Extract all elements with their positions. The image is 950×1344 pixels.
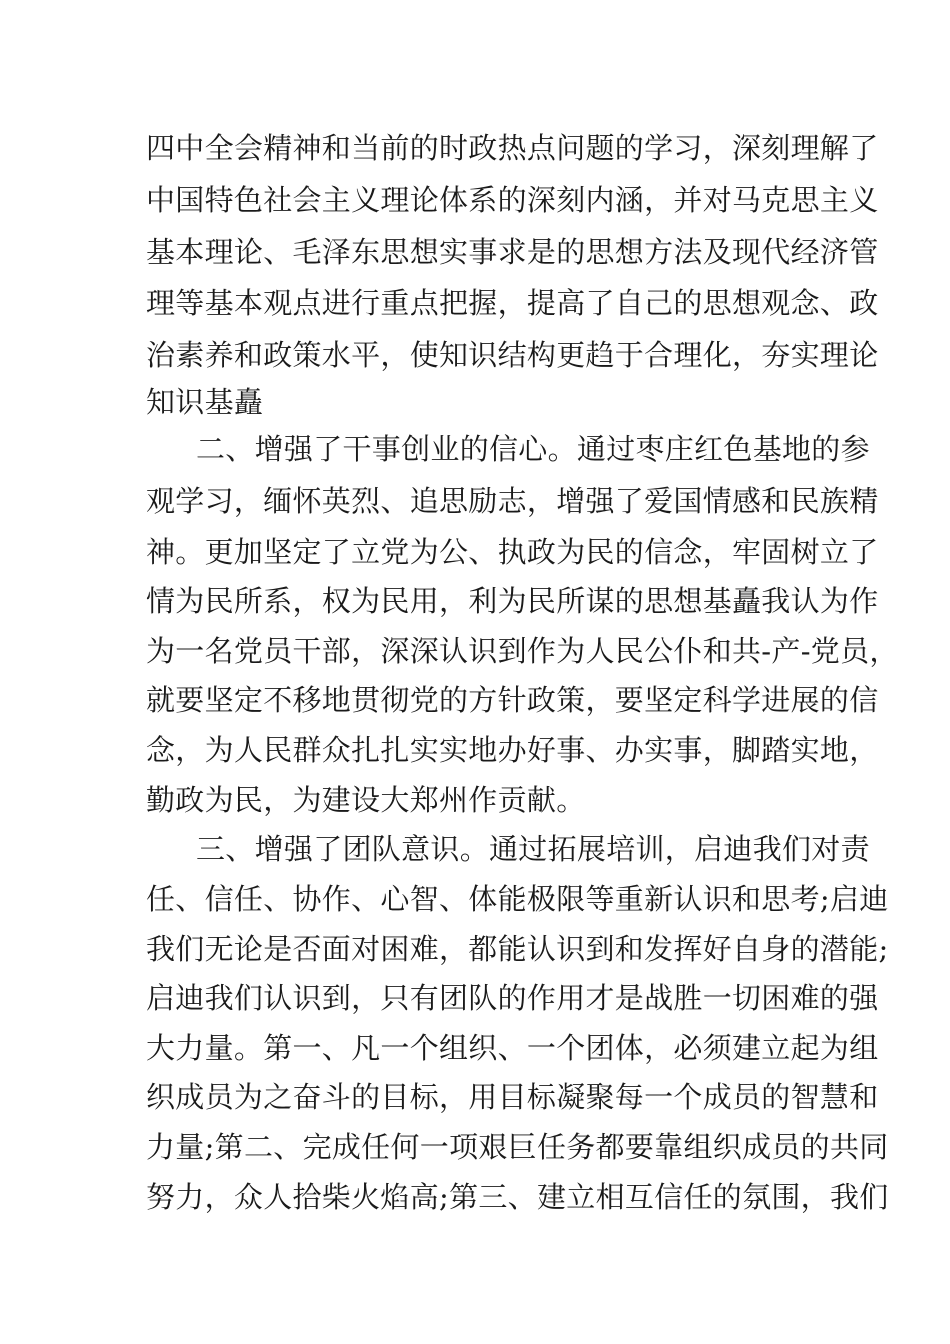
- text-line: 念，为人民群众扎扎实实地办好事、办实事，脚踏实地，: [146, 733, 879, 767]
- text-line: 观学习，缅怀英烈、追思励志，增强了爱国情感和民族精: [146, 484, 879, 518]
- text-line: 就要坚定不移地贯彻党的方针政策，要坚定科学进展的信: [146, 683, 879, 717]
- text-line: 大力量。第一、凡一个组织、一个团体，必须建立起为组: [146, 1031, 879, 1065]
- text-line: 基本理论、毛泽东思想实事求是的思想方法及现代经济管: [146, 235, 879, 269]
- text-line: 神。更加坚定了立党为公、执政为民的信念，牢固树立了: [146, 535, 879, 569]
- text-line: 努力，众人拾柴火焰高;第三、建立相互信任的氛围，我们: [146, 1180, 889, 1214]
- text-line: 织成员为之奋斗的目标，用目标凝聚每一个成员的智慧和: [146, 1080, 879, 1114]
- text-line: 中国特色社会主义理论体系的深刻内涵，并对马克思主义: [146, 183, 879, 217]
- text-line: 情为民所系，权为民用，利为民所谋的思想基矗我认为作: [146, 584, 879, 618]
- text-line: 任、信任、协作、心智、体能极限等重新认识和思考;启迪: [146, 882, 889, 916]
- text-line: 知识基矗: [146, 385, 264, 419]
- text-line: 为一名党员干部，深深认识到作为人民公仆和共-产-党员，: [146, 634, 899, 668]
- text-line: 启迪我们认识到，只有团队的作用才是战胜一切困难的强: [146, 981, 879, 1015]
- paragraph-start-line: 三、增强了团队意识。通过拓展培训，启迪我们对责: [196, 832, 870, 866]
- text-line: 四中全会精神和当前的时政热点问题的学习，深刻理解了: [146, 131, 879, 165]
- paragraph-start-line: 二、增强了干事创业的信心。通过枣庄红色基地的参: [196, 432, 870, 466]
- text-line: 治素养和政策水平，使知识结构更趋于合理化，夯实理论: [146, 338, 879, 372]
- text-line: 勤政为民，为建设大郑州作贡献。: [146, 783, 586, 817]
- text-line: 我们无论是否面对困难，都能认识到和发挥好自身的潜能;: [146, 932, 889, 966]
- text-line: 理等基本观点进行重点把握，提高了自己的思想观念、政: [146, 286, 879, 320]
- text-line: 力量;第二、完成任何一项艰巨任务都要靠组织成员的共同: [146, 1130, 889, 1164]
